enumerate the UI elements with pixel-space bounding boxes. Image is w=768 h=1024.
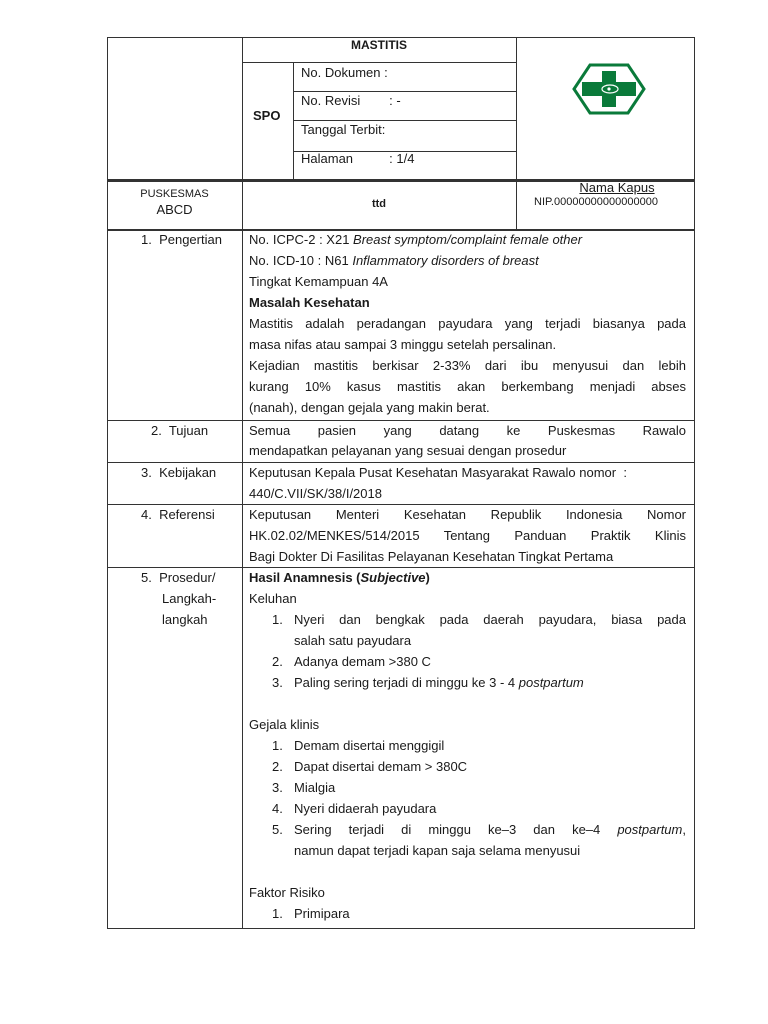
list-number: 2. <box>272 759 283 774</box>
header-divider <box>242 62 516 63</box>
list-item-italic: postpartum <box>518 675 584 690</box>
header-divider <box>242 37 243 180</box>
list-item: Primipara <box>294 906 350 921</box>
row-divider <box>107 567 695 568</box>
anamnesis-heading-subjective: Subjective <box>360 570 426 585</box>
list-number: 3. <box>272 675 283 690</box>
pengertian-paragraph: masa nifas atau sampai 3 minggu setelah persalinan. <box>249 337 557 352</box>
puskesmas-name-2: ABCD <box>156 202 193 217</box>
kebijakan-text: Keputusan Kepala Pusat Kesehatan Masyarakat Rawalo nomor : <box>249 465 627 480</box>
row-divider <box>107 462 695 463</box>
procedure-divider <box>242 230 243 929</box>
kebijakan-text: 440/C.VII/SK/38/I/2018 <box>249 486 382 501</box>
revision-number: No. Revisi : - <box>301 93 401 108</box>
section-label-prosedur-2: Langkah- <box>162 591 217 606</box>
list-number: 3. <box>272 780 283 795</box>
header-divider <box>293 62 294 180</box>
pengertian-paragraph: Kejadian mastitis berkisar 2-33% dari ibu menyusui dan lebih <box>249 358 686 373</box>
section-label-pengertian: 1. Pengertian <box>141 232 222 247</box>
document-title: MASTITIS <box>351 38 407 52</box>
masalah-kesehatan-heading: Masalah Kesehatan <box>249 295 370 310</box>
list-item: salah satu payudara <box>294 633 412 648</box>
pengertian-line <box>249 232 582 248</box>
list-item: Mialgia <box>294 780 336 795</box>
list-number: 1. <box>272 906 283 921</box>
anamnesis-heading-text: Hasil Anamnesis ( <box>249 570 361 585</box>
page-number: Halaman : 1/4 <box>301 151 415 166</box>
section-label-tujuan: 2. Tujuan <box>151 423 209 438</box>
pengertian-paragraph: kurang 10% kasus mastitis akan berkembang menjadi abses <box>249 379 686 394</box>
doc-number: No. Dokumen : <box>301 65 388 80</box>
puskesmas-logo-icon <box>572 63 646 115</box>
list-item <box>294 675 584 691</box>
list-item-text: Paling sering terjadi di minggu ke 3 - 4 <box>294 675 519 690</box>
list-item-text: Sering terjadi di minggu ke–3 dan ke–4 <box>294 822 618 837</box>
row-divider <box>107 420 695 421</box>
list-number: 2. <box>272 654 283 669</box>
list-item-comma: , <box>682 822 686 837</box>
referensi-text: Bagi Dokter Di Fasilitas Pelayanan Kesehatan Tingkat Pertama <box>249 549 614 564</box>
list-item <box>294 822 686 838</box>
header-divider <box>293 120 516 121</box>
section-label-prosedur: 5. Prosedur/ <box>141 570 216 585</box>
issue-date: Tanggal Terbit: <box>301 122 386 137</box>
anamnesis-heading <box>249 570 430 586</box>
pengertian-line <box>249 253 539 269</box>
spo-label: SPO <box>253 108 281 123</box>
puskesmas-name: PUSKESMAS <box>140 188 209 200</box>
list-item: namun dapat terjadi kapan saja selama menyusui <box>294 843 581 858</box>
keluhan-heading: Keluhan <box>249 591 297 606</box>
list-item: Dapat disertai demam > 380C <box>294 759 468 774</box>
list-number: 5. <box>272 822 283 837</box>
section-label-kebijakan: 3. Kebijakan <box>141 465 217 480</box>
referensi-text: HK.02.02/MENKES/514/2015 Tentang Panduan Praktik Klinis <box>249 528 686 543</box>
list-item-italic: postpartum <box>617 822 683 837</box>
icpc-desc: Breast symptom/complaint female other <box>353 232 583 247</box>
list-item: Nyeri dan bengkak pada daerah payudara, biasa pada <box>294 612 686 627</box>
tujuan-text: mendapatkan pelayanan yang sesuai dengan prosedur <box>249 443 567 458</box>
row-divider <box>107 504 695 505</box>
head-name: Nama Kapus <box>579 180 655 195</box>
referensi-text: Keputusan Menteri Kesehatan Republik Indonesia Nomor <box>249 507 686 522</box>
pengertian-paragraph: Mastitis adalah peradangan payudara yang terjadi biasanya pada <box>249 316 686 331</box>
list-number: 1. <box>272 612 283 627</box>
gejala-heading: Gejala klinis <box>249 717 320 732</box>
list-number: 4. <box>272 801 283 816</box>
tujuan-text: Semua pasien yang datang ke Puskesmas Rawalo <box>249 423 686 438</box>
header-divider <box>293 91 516 92</box>
list-item: Demam disertai menggigil <box>294 738 445 753</box>
icd-code: No. ICD-10 : N61 <box>249 253 353 268</box>
faktor-risiko-heading: Faktor Risiko <box>249 885 325 900</box>
header-divider <box>516 37 517 180</box>
list-item: Nyeri didaerah payudara <box>294 801 437 816</box>
anamnesis-heading-close: ) <box>425 570 430 585</box>
head-nip: NIP.00000000000000000 <box>534 196 658 208</box>
pengertian-paragraph: (nanah), dengan gejala yang makin berat. <box>249 400 490 415</box>
signature-ttd: ttd <box>371 198 387 210</box>
list-item: Adanya demam >380 C <box>294 654 431 669</box>
section-label-referensi: 4. Referensi <box>141 507 215 522</box>
section-label-prosedur-3: langkah <box>162 612 208 627</box>
icpc-code: No. ICPC-2 : X21 <box>249 232 354 247</box>
list-number: 1. <box>272 738 283 753</box>
icd-desc: Inflammatory disorders of breast <box>352 253 539 268</box>
competency-level: Tingkat Kemampuan 4A <box>249 274 388 289</box>
